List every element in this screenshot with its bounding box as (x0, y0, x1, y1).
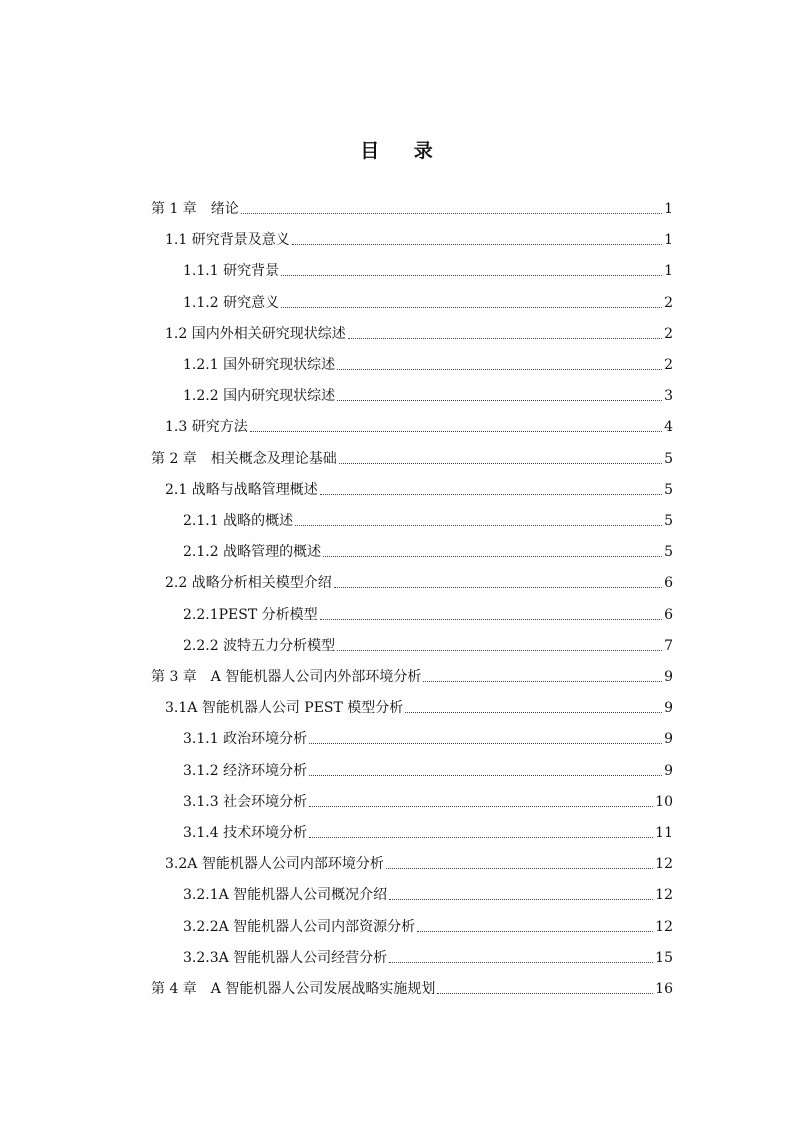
toc-entry-label: 第 2 章 相关概念及理论基础 (151, 450, 337, 467)
toc-entry-label: 3.2A 智能机器人公司内部环境分析 (165, 856, 384, 873)
toc-dot-leader (389, 962, 653, 963)
toc-dot-leader (386, 868, 653, 869)
toc-entry-page-number: 16 (655, 981, 673, 997)
toc-entry[interactable] (183, 913, 673, 937)
toc-entry[interactable] (183, 289, 673, 313)
toc-entry-label: 第 4 章 A 智能机器人公司发展战略实施规划 (151, 981, 436, 997)
toc-entry-label: 2.2.1PEST 分析模型 (183, 606, 318, 623)
toc-entry[interactable] (183, 257, 673, 281)
toc-entry[interactable] (151, 445, 673, 469)
toc-entry-label: 1.1.2 研究意义 (183, 294, 280, 311)
toc-entry-page-number: 9 (664, 700, 673, 717)
toc-entry[interactable] (165, 569, 673, 593)
toc-entry-label: 第 1 章 绪论 (151, 201, 239, 217)
toc-entry-page-number: 3 (664, 388, 673, 405)
toc-dot-leader (309, 837, 653, 838)
toc-dot-leader (309, 743, 662, 744)
page-title: 目 录 (360, 140, 447, 162)
toc-entry[interactable] (183, 632, 673, 656)
toc-entry-label: 1.1.1 研究背景 (183, 263, 280, 280)
toc-entry-page-number: 15 (655, 949, 673, 966)
toc-dot-leader (339, 463, 662, 464)
toc-entry-page-number: 5 (664, 481, 673, 498)
toc-entry-label: 1.1 研究背景及意义 (165, 232, 290, 249)
toc-entry[interactable] (165, 850, 673, 874)
toc-entry[interactable] (183, 944, 673, 968)
toc-dot-leader (337, 400, 662, 401)
toc-entry-label: 3.2.3A 智能机器人公司经营分析 (183, 949, 388, 966)
toc-entry[interactable] (183, 819, 673, 843)
toc-entry-label: 1.3 研究方法 (165, 419, 248, 436)
toc-entry-page-number: 1 (664, 263, 673, 280)
toc-dot-leader (292, 244, 662, 245)
toc-entry-label: 3.2.2A 智能机器人公司内部资源分析 (183, 918, 416, 935)
toc-entry-page-number: 6 (664, 575, 673, 592)
toc-entry-page-number: 1 (664, 232, 673, 249)
toc-entry[interactable] (151, 975, 673, 999)
toc-dot-leader (309, 806, 653, 807)
toc-entry-label: 1.2 国内外相关研究现状综述 (165, 325, 346, 342)
toc-dot-leader (405, 712, 662, 713)
toc-dot-leader (323, 556, 662, 557)
toc-entry[interactable] (183, 351, 673, 375)
toc-entry-page-number: 12 (655, 887, 673, 904)
toc-entry[interactable] (183, 725, 673, 749)
toc-dot-leader (281, 307, 662, 308)
toc-entry-label: 3.1.3 社会环境分析 (183, 793, 308, 810)
toc-entry-label: 3.1.2 经济环境分析 (183, 762, 308, 779)
toc-entry-page-number: 5 (664, 450, 673, 467)
toc-entry-page-number: 1 (664, 201, 673, 217)
toc-entry-page-number: 4 (664, 419, 673, 436)
toc-entry-page-number: 7 (664, 637, 673, 654)
toc-entry-label: 3.1.1 政治环境分析 (183, 731, 308, 748)
toc-entry[interactable] (151, 663, 673, 687)
toc-entry-page-number: 10 (655, 793, 673, 810)
toc-entry-label: 1.2.1 国外研究现状综述 (183, 357, 336, 373)
toc-entry-page-number: 2 (664, 325, 673, 342)
toc-dot-leader (320, 619, 662, 620)
toc-dot-leader (423, 681, 662, 682)
toc-entry[interactable] (183, 538, 673, 562)
toc-entry-page-number: 11 (655, 825, 673, 841)
toc-entry[interactable] (183, 382, 673, 406)
toc-entry-page-number: 9 (664, 762, 673, 779)
toc-dot-leader (295, 525, 662, 526)
toc-entry-page-number: 2 (664, 294, 673, 311)
toc-dot-leader (389, 899, 653, 900)
toc-entry[interactable] (183, 788, 673, 812)
toc-entry-label: 2.2.2 波特五力分析模型 (183, 637, 336, 654)
toc-dot-leader (348, 338, 662, 339)
toc-entry-page-number: 5 (664, 513, 673, 529)
toc-entry[interactable] (165, 413, 673, 437)
toc-entry[interactable] (165, 694, 673, 718)
toc-entry-page-number: 5 (664, 544, 673, 561)
toc-entry-label: 1.2.2 国内研究现状综述 (183, 388, 336, 405)
toc-entry-label: 第 3 章 A 智能机器人公司内外部环境分析 (151, 669, 422, 685)
toc-entry-page-number: 12 (655, 856, 673, 873)
toc-entry[interactable] (183, 881, 673, 905)
toc-dot-leader (281, 275, 662, 276)
toc-entry-label: 2.1.1 战略的概述 (183, 513, 294, 529)
toc-dot-leader (250, 431, 662, 432)
toc-dot-leader (417, 931, 653, 932)
toc-entry-label: 2.1.2 战略管理的概述 (183, 544, 322, 561)
toc-dot-leader (334, 587, 662, 588)
toc-entry[interactable] (183, 507, 673, 531)
toc-dot-leader (241, 213, 662, 214)
toc-entry[interactable] (183, 601, 673, 625)
toc-entry[interactable] (165, 226, 673, 250)
toc-entry[interactable] (151, 195, 673, 219)
toc-entry-label: 3.1.4 技术环境分析 (183, 825, 308, 841)
toc-dot-leader (437, 993, 653, 994)
toc-dot-leader (309, 775, 662, 776)
toc-entry-page-number: 6 (664, 606, 673, 623)
toc-entry-page-number: 12 (655, 918, 673, 935)
toc-entry-label: 2.2 战略分析相关模型介绍 (165, 575, 332, 592)
toc-entry-page-number: 9 (664, 731, 673, 748)
toc-entry[interactable] (165, 320, 673, 344)
toc-entry-label: 3.2.1A 智能机器人公司概况介绍 (183, 887, 388, 904)
toc-entry-label: 3.1A 智能机器人公司 PEST 模型分析 (165, 700, 404, 717)
toc-entry[interactable] (165, 476, 673, 500)
toc-entry-page-number: 2 (664, 357, 673, 373)
toc-dot-leader (320, 494, 662, 495)
toc-dot-leader (337, 650, 662, 651)
toc-dot-leader (337, 369, 662, 370)
toc-entry[interactable] (183, 757, 673, 781)
toc-entry-label: 2.1 战略与战略管理概述 (165, 481, 318, 498)
toc-entry-page-number: 9 (664, 669, 673, 685)
